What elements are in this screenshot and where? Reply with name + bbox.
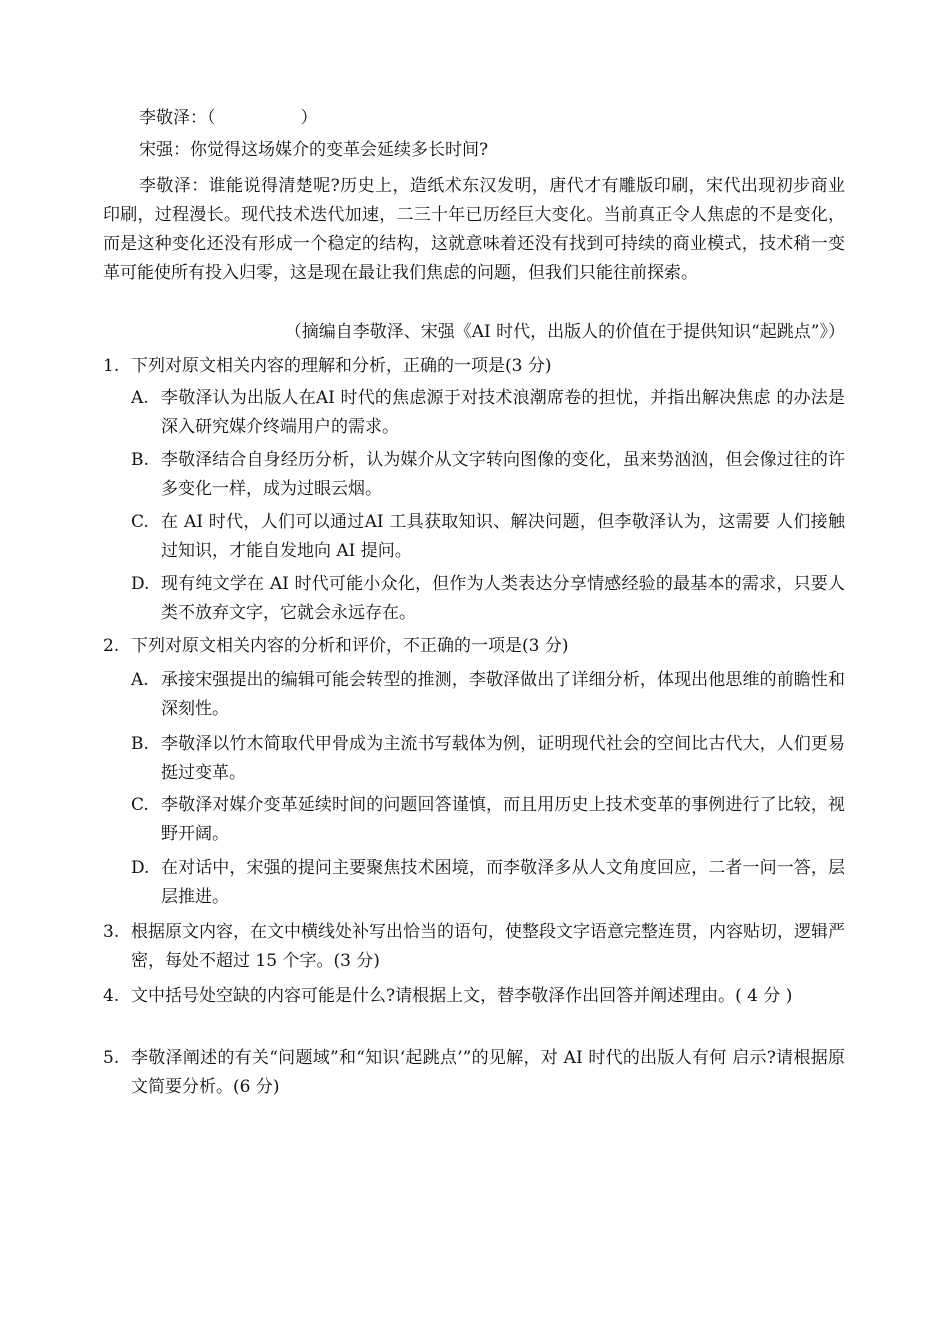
dialogue-line-li: 李敬泽：谁能说得清楚呢?历史上，造纸术东汉发明，唐代才有雕版印刷，宋代出现初步商业印刷，过程漫长。现代技术迭代加速，二三十年已历经巨大变化。当前真正令人焦虑的不是变化，而是这种变化还没有形成一个稳定的结构，这就意味着还没有找到可持续的商业模式，技术稍一变革可能使所有投入归零，这是现在最让我们焦虑的问题，但我们只能往前探索。	[103, 176, 845, 283]
answer-blank: （ ）	[207, 108, 318, 128]
question-number: 2.	[103, 636, 120, 656]
dialogue-line-song: 宋强：你觉得这场媒介的变革会延续多长时间?	[139, 140, 489, 160]
question-number: 5.	[103, 1048, 120, 1068]
question-5	[103, 1044, 845, 1102]
question-1-option-c	[131, 508, 845, 566]
question-1-option-a	[131, 384, 845, 442]
option-label: A.	[131, 670, 149, 690]
option-text: 李敬泽以竹木简取代甲骨成为主流书写载体为例，证明现代社会的空间比古代大，人们更易挺过变革。	[161, 734, 845, 783]
speaker-li: 李敬泽：	[139, 108, 207, 128]
option-text: 承接宋强提出的编辑可能会转型的推测，李敬泽做出了详细分析，体现出他思维的前瞻性和深刻性。	[161, 670, 845, 719]
question-2-option-d	[131, 854, 845, 912]
question-1-option-b	[131, 446, 845, 504]
dialogue-line-blank	[103, 104, 845, 133]
question-2-option-b	[131, 730, 845, 788]
question-text: 李敬泽阐述的有关“问题域”和“知识‘起跳点’”的见解，对 AI 时代的出版人有何 启示?请根据原文简要分析。(6 分)	[131, 1048, 845, 1097]
question-text: 根据原文内容，在文中横线处补写出恰当的语句，使整段文字语意完整连贯，内容贴切，逻辑严密，每处不超过 15 个字。(3 分)	[131, 922, 845, 971]
question-number: 3.	[103, 922, 120, 942]
option-text: 在对话中，宋强的提问主要聚焦技术困境，而李敬泽多从人文角度回应，二者一问一答，层层推进。	[161, 858, 845, 907]
question-2-option-c	[131, 791, 845, 849]
option-label: C.	[131, 795, 149, 815]
option-label: D.	[131, 858, 150, 878]
option-text: 李敬泽结合自身经历分析，认为媒介从文字转向图像的变化，虽来势汹汹，但会像过往的许多变化一样，成为过眼云烟。	[161, 450, 845, 499]
question-number: 1.	[103, 356, 120, 376]
question-4	[103, 982, 845, 1011]
question-1	[103, 352, 845, 381]
question-2-option-a	[131, 666, 845, 724]
option-label: D.	[131, 574, 150, 594]
question-1-option-d	[131, 570, 845, 628]
option-text: 在 AI 时代，人们可以通过AI 工具获取知识、解决问题，但李敬泽认为，这需要 人们接触过知识，才能自发地向 AI 提问。	[161, 512, 845, 561]
question-2	[103, 632, 845, 661]
option-label: C.	[131, 512, 149, 532]
question-text: 下列对原文相关内容的分析和评价，不正确的一项是(3 分)	[131, 636, 569, 656]
option-text: 李敬泽认为出版人在AI 时代的焦虑源于对技术浪潮席卷的担忧，并指出解决焦虑 的办法是深入研究媒介终端用户的需求。	[161, 388, 845, 437]
question-text: 文中括号处空缺的内容可能是什么?请根据上文，替李敬泽作出回答并阐述理由。( 4 分 )	[131, 986, 793, 1006]
question-number: 4.	[103, 986, 120, 1006]
option-text: 李敬泽对媒介变革延续时间的问题回答谨慎，而且用历史上技术变革的事例进行了比较，视野开阔。	[161, 795, 845, 844]
option-label: B.	[131, 734, 149, 754]
question-3	[103, 918, 845, 976]
source-attribution: （摘编自李敬泽、宋强《AI 时代，出版人的价值在于提供知识“起跳点”》）	[284, 322, 845, 342]
option-label: B.	[131, 450, 149, 470]
question-text: 下列对原文相关内容的理解和分析，正确的一项是(3 分)	[131, 356, 552, 376]
option-label: A.	[131, 388, 149, 408]
option-text: 现有纯文学在 AI 时代可能小众化，但作为人类表达分享情感经验的最基本的需求，只要人类不放弃文字，它就会永远存在。	[161, 574, 845, 623]
